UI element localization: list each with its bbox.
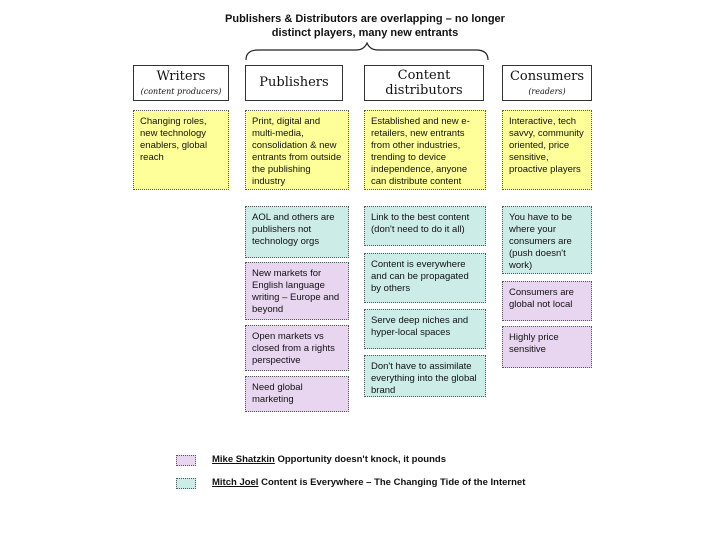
curly-brace (244, 42, 490, 62)
header-writers-sub: (content producers) (140, 87, 222, 96)
legend-author: Mitch Joel (212, 477, 259, 488)
header-distributors (364, 65, 484, 101)
header-distributors-label: Content distributors (385, 68, 463, 98)
diagram-title (180, 12, 550, 40)
publishers-summary: Print, digital and multi-media, consolidation & new entrants from outside the publishing industry (245, 110, 349, 190)
publishers-note: AOL and others are publishers not technology orgs (245, 206, 349, 258)
legend-swatch-lavender (176, 455, 196, 466)
consumers-note: You have to be where your consumers are (push doesn't work) (502, 206, 592, 274)
distributors-summary: Established and new e-retailers, new entrants from other industries, trending to device independence, anyone can distribute content (364, 110, 486, 190)
header-publishers-label: Publishers (259, 75, 329, 90)
consumers-summary: Interactive, tech savvy, community oriented, price sensitive, proactive players (502, 110, 592, 190)
header-publishers (245, 65, 343, 101)
publishers-note: Need global marketing (245, 376, 349, 412)
publishers-note: New markets for English language writing – Europe and beyond (245, 262, 349, 320)
title-line-2: distinct players, many new entrants (271, 27, 459, 39)
legend-item (212, 477, 525, 488)
distributors-note: Content is everywhere and can be propagated by others (364, 253, 486, 303)
header-writers-label: Writers (156, 69, 206, 84)
distributors-note: Don't have to assimilate everything into the global brand (364, 355, 486, 397)
legend-swatch-teal (176, 478, 196, 489)
consumers-note: Consumers are global not local (502, 281, 592, 321)
header-consumers (502, 65, 592, 101)
header-consumers-label: Consumers (509, 69, 585, 84)
consumers-note: Highly price sensitive (502, 326, 592, 368)
header-consumers-sub: (readers) (528, 87, 566, 96)
legend-item (212, 454, 446, 465)
legend-title: Opportunity doesn't knock, it pounds (274, 454, 446, 465)
title-line-1: Publishers & Distributors are overlapping – no longer (225, 13, 505, 25)
legend-title: Content is Everywhere – The Changing Tide of the Internet (258, 477, 526, 488)
legend-author: Mike Shatzkin (212, 454, 275, 465)
distributors-note: Link to the best content (don't need to do it all) (364, 206, 486, 246)
writers-summary: Changing roles, new technology enablers, global reach (133, 110, 229, 190)
publishers-note: Open markets vs closed from a rights perspective (245, 325, 349, 371)
distributors-note: Serve deep niches and hyper-local spaces (364, 309, 486, 349)
header-writers (133, 65, 229, 101)
